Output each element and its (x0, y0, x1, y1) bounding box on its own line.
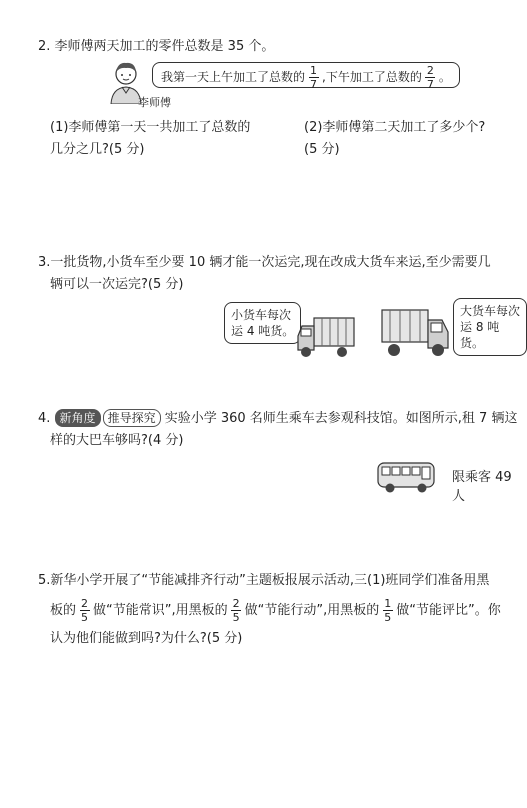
bus-icon (376, 460, 438, 494)
small-truck-icon (296, 314, 356, 360)
q2-stem: 2. 李师傅两天加工的零件总数是 35 个。 (38, 39, 275, 54)
q4-line1: 4. 新角度 推导探究 实验小学 360 名师生乘车去参观科技馆。如图所示,租 7 辆这 (38, 411, 518, 426)
q5-line2: 板的 $\frac{2}{5}$ 做“节能常识”,用黑板的 $\frac{2}{5}$ 做“节能行动”,用黑板的 $\frac{1}{5}$ 做“节能评比”。你 (50, 597, 501, 624)
q2-sub2: (2)李师傅第二天加工了多少个? (5 分) (304, 120, 486, 157)
teacher-speech-bubble: 我第一天上午加工了总数的 $\frac{1}{7}$ ,下午加工了总数的 $\frac{2}{7}$ 。 (152, 62, 460, 88)
fraction-two-fifths-b: $\frac{2}{5}$ (232, 597, 240, 624)
new-angle-tag: 新角度 (55, 409, 101, 427)
fraction-one-fifth: $\frac{1}{5}$ (384, 597, 392, 624)
q5-line3: 认为他们能做到吗?为什么?(5 分) (50, 631, 243, 646)
q5-line1: 5.新华小学开展了“节能减排齐行动”主题板报展示活动,三(1)班同学们准备用黑 (38, 573, 490, 588)
speaker-label: 李师傅 (138, 96, 171, 109)
q3-line2: 辆可以一次运完?(5 分) (50, 277, 184, 292)
q4-line2: 样的大巴车够吗?(4 分) (50, 433, 184, 448)
q2-sub1: (1)李师傅第一天一共加工了总数的 几分之几?(5 分) (50, 120, 251, 157)
fraction-two-fifths-a: $\frac{2}{5}$ (81, 597, 89, 624)
big-truck-bubble: 大货车每次 运 8 吨货。 (453, 298, 527, 356)
bus-capacity-label: 限乘客 49 人 (452, 470, 512, 504)
small-truck-bubble: 小货车每次 运 4 吨货。 (224, 302, 301, 344)
deduction-tag: 推导探究 (103, 409, 161, 427)
fraction-two-sevenths: $\frac{2}{7}$ (426, 64, 434, 91)
fraction-one-seventh: $\frac{1}{7}$ (310, 64, 318, 91)
q3-line1: 3.一批货物,小货车至少要 10 辆才能一次运完,现在改成大货车来运,至少需要几 (38, 255, 491, 270)
big-truck-icon (380, 306, 450, 360)
